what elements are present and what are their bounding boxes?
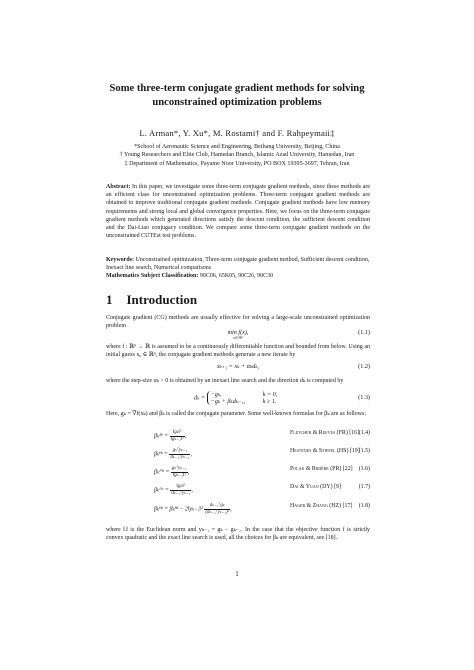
equation-1-1-body: min f(x), bbox=[227, 329, 249, 336]
equation-1-3-case-1: −gₖ, bbox=[210, 391, 222, 398]
formula-citation: Hager & Zhang (HZ) [17] bbox=[290, 503, 353, 509]
formula-numerator: gₖᵀyₖ₋₁ bbox=[169, 448, 190, 455]
equation-1-3-tag: (1.3) bbox=[358, 394, 370, 401]
section-heading bbox=[106, 292, 197, 308]
intro-paragraph-4: Here, gₖ = ∇f(xₖ) and βₖ is called the conjugate parameter. Some well-known formulas for βₖ are as follows: bbox=[106, 411, 367, 417]
formula-denominator: ‖gₖ₋₁‖² bbox=[170, 436, 184, 442]
equation-1-3-cond-1: k = 0, bbox=[262, 391, 278, 398]
affiliations bbox=[40, 143, 434, 168]
abstract-label: Abstract: bbox=[106, 184, 131, 190]
formula-denominator: dₖ₋₁ᵀyₖ₋₁ bbox=[170, 454, 190, 460]
title-line-1: Some three-term conjugate gradient methods for solving bbox=[109, 83, 365, 94]
equation-1-3 bbox=[106, 389, 370, 407]
equation-1-2-tag: (1.2) bbox=[358, 363, 370, 370]
formula-denominator: (dₖ₋₁ᵀyₖ₋₁)² bbox=[205, 509, 230, 515]
equation-1-3-cases bbox=[207, 391, 278, 405]
equation-1-3-cond-2: k ≥ 1. bbox=[262, 398, 277, 405]
formula-tail: , bbox=[190, 451, 192, 458]
keywords-label: Keywords: bbox=[106, 257, 134, 263]
formula-row bbox=[106, 484, 370, 498]
formula-tag: (1.4) bbox=[358, 430, 370, 436]
formula-numerator: gₖᵀyₖ₋₁ bbox=[171, 466, 187, 471]
affiliation-3: ‡ Department of Mathematics, Payame Noor University, PO BOX 19395-3697, Tehran, Iran bbox=[124, 160, 350, 167]
formula-lhs: βₖᴰʸ = bbox=[154, 487, 169, 494]
intro-paragraph-5: where ‖.‖ is the Euclidean norm and yₖ₋₁ = gₖ − gₖ₋₁. In the case that the objective function f is strictly convex quadratic and the exact line search is used, all the choices for βₖ are equivalent, see [18]. bbox=[106, 527, 370, 542]
formula-numerator: ‖gₖ‖² bbox=[170, 430, 185, 437]
formula-citation: Dai & Yuan (DY) [9] bbox=[290, 484, 341, 490]
formula-tail: , bbox=[191, 487, 193, 494]
keywords bbox=[106, 256, 370, 281]
formula-citation: Hestenes & Stiefel (HS) [19] bbox=[290, 448, 360, 454]
affiliation-2: † Young Researchers and Elite Club, Hamedan Branch, Islamic Azad University, Hamedan, Iran bbox=[119, 152, 355, 159]
abstract bbox=[106, 183, 370, 240]
formula-tail: , bbox=[187, 469, 190, 476]
formula-lhs: βₖᴴˢ = bbox=[154, 451, 168, 458]
formula-row bbox=[106, 448, 370, 462]
msc-label: Mathematics Subject Classification: bbox=[106, 273, 199, 280]
equation-1-3-case-2: −gₖ + βₖdₖ₋₁, bbox=[210, 398, 246, 405]
formula-row bbox=[106, 503, 370, 517]
intro-paragraph-2: where f : ℝⁿ → ℝ is assumed to be a continuously differentiable function and bounded from below. Using an initial guess x₀ ∈ ℝⁿ, the conjugate gradient methods generate a new iterate by bbox=[106, 344, 370, 359]
formula-lhs: βₖᴾᴿ = bbox=[154, 469, 170, 476]
keywords-text: Unconstrained optimization, Three-term conjugate gradient method, Sufficient descent condition, Inexact line search, Numerical comparisons bbox=[106, 257, 370, 272]
paper-title bbox=[40, 82, 434, 110]
page-number: 1 bbox=[235, 570, 239, 578]
formula-denominator: dₖ₋₁ᵀyₖ₋₁ bbox=[171, 490, 191, 496]
equation-1-1 bbox=[106, 329, 370, 341]
section-number: 1 bbox=[106, 292, 113, 307]
equation-1-1-tag: (1.1) bbox=[358, 329, 370, 336]
intro-paragraph-1: Conjugate gradient (CG) methods are usually effective for solving a large-scale unconstrained optimization problem bbox=[106, 315, 370, 330]
intro-paragraph-3: where the step-size αₖ > 0 is obtained by an inexact line search and the direction dₖ is computed by bbox=[106, 378, 344, 384]
section-title: Introduction bbox=[126, 292, 198, 307]
formula-numerator: ‖gₖ‖² bbox=[170, 484, 191, 491]
formula-tag: (1.5) bbox=[358, 448, 370, 454]
formula-lhs: βₖᶠᴿ = bbox=[154, 433, 169, 440]
formula-tail: , bbox=[184, 433, 187, 440]
author-list: L. Arman*, Y. Xu*, M. Rostami† and F. Rahpeymaii‡ bbox=[139, 128, 335, 138]
formula-tag: (1.6) bbox=[358, 466, 370, 472]
equation-1-2-body: xₖ₊₁ = xₖ + αₖdₖ, bbox=[216, 363, 260, 370]
formula-row bbox=[106, 466, 370, 480]
formula-denominator: ‖gₖ₋₁‖² bbox=[172, 472, 186, 478]
formula-citation: Polak & Ribière (PR) [22] bbox=[290, 466, 353, 472]
equation-1-3-lhs: dₖ = bbox=[194, 394, 206, 402]
title-line-2: unconstrained optimization problems bbox=[152, 97, 322, 108]
affiliation-1: *School of Aeronautic Science and Engineering, Beihang University, Beijing, China bbox=[134, 144, 340, 150]
equation-1-1-subscript: x∈ℝⁿ bbox=[233, 335, 243, 340]
formula-lhs: βₖᴴᶻ = βₖᴴˢ − 2‖yₖ₋₁‖² bbox=[154, 506, 203, 513]
formula-tag: (1.7) bbox=[358, 484, 370, 490]
equation-1-2 bbox=[106, 363, 370, 375]
formula-tail: , bbox=[230, 506, 232, 513]
formula-row bbox=[106, 430, 370, 444]
formula-tag: (1.8) bbox=[358, 503, 370, 509]
formula-numerator: dₖ₋₁ᵀgₖ bbox=[204, 503, 230, 510]
msc-text: 90C06, 65K05, 90C26, 90C30 bbox=[199, 273, 274, 280]
abstract-text: In this paper, we investigate some three-term conjugate gradient methods, since these methods are an efficient class for unconstrained optimization problems. Three-term conjugate gradient methods are obtained to improve traditional conjugate gradient methods. Conjugate gradient methods have low memory requirements and strong local and global convergence properties. Here, we focus on the three-term conjugate gradient methods which generated directions satisfy the descent condition, the sufficient descent condition and the Dai-Liao conjugacy condition. We compare some three-term conjugate gradient methods on the unconstrained CUTEst test problems. bbox=[106, 184, 371, 240]
formula-citation: Fletcher & Reeves (FR) [16] bbox=[290, 430, 360, 436]
